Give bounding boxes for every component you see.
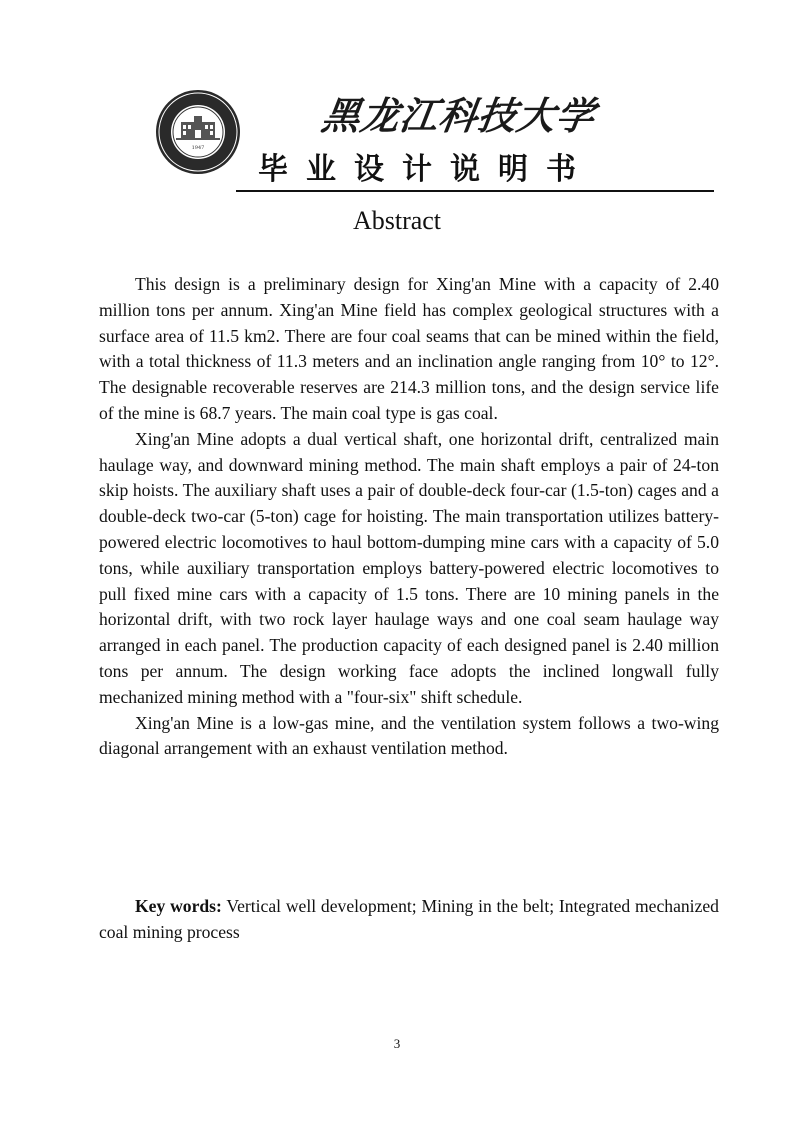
keywords-label: Key words: (135, 896, 222, 916)
abstract-paragraph-3: Xing'an Mine is a low-gas mine, and the ventilation system follows a two-wing diagonal arrangement with an exhaust ventilation method. (99, 712, 719, 759)
abstract-body (99, 272, 719, 762)
page-number: 3 (393, 1036, 401, 1051)
svg-text:1947: 1947 (191, 145, 205, 151)
university-name: 黑龙江科技大学 (318, 93, 599, 138)
abstract-paragraph-2: Xing'an Mine adopts a dual vertical shaft, one horizontal drift, centralized main haulage way, and downward mining method. The main shaft employs a pair of 24-ton skip hoists. The auxiliary shaft uses a pair of double-deck four-car (1.5-ton) cages and a double-deck two-car (5-ton) cage for hoisting. The main transportation utilizes battery-powered electric locomotives to haul bottom-dumping mine cars with a capacity of 5.0 tons, while auxiliary transportation employs battery-powered electric locomotives to pull fixed mine cars with a capacity of 1.5 tons. There are 10 mining panels in the horizontal drift, with two rock layer haulage ways and one coal seam haulage way arranged in each panel. The production capacity of each designed panel is 2.40 million tons per annum. The design working face adopts the inclined longwall fully mechanized mining method with a "four-six" shift schedule. (99, 428, 719, 707)
abstract-paragraph-1: This design is a preliminary design for Xing'an Mine with a capacity of 2.40 million tons per annum. Xing'an Mine field has complex geological structures with a surface area of 11.5 km2. There are four coal seams that can be mined within the field, with a total thickness of 11.3 meters and an inclination angle ranging from 10° to 12°. The designable recoverable reserves are 214.3 million tons, and the design service life of the mine is 68.7 years. The main coal type is gas coal. (99, 274, 719, 423)
university-seal-icon (154, 88, 242, 176)
abstract-heading: Abstract (352, 206, 442, 235)
header-divider (236, 190, 714, 192)
document-title: 毕业设计说明书 (258, 152, 594, 187)
keywords-line (99, 894, 719, 946)
keywords-text: Vertical well development; Mining in the belt; Integrated mechanized coal mining process (99, 896, 719, 942)
